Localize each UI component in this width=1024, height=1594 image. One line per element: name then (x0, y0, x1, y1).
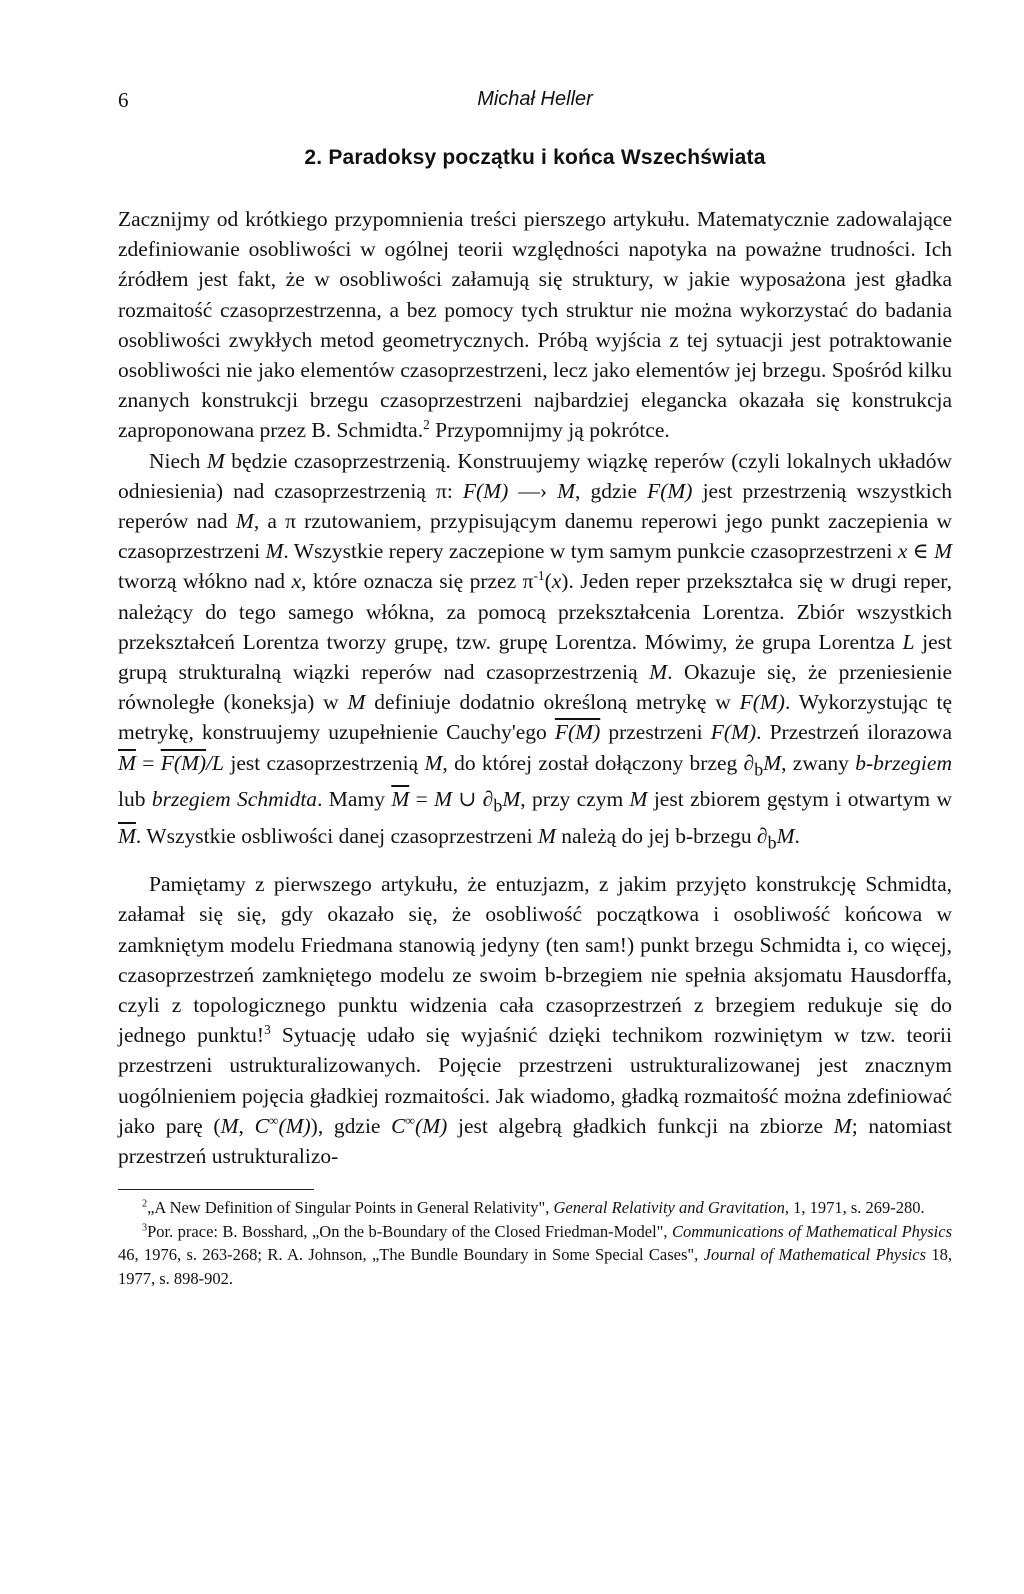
body-text (118, 204, 952, 1171)
math-symbol: x (897, 539, 908, 564)
text-run: będzie czasoprzestrzenią. Konstruujemy wiązkę reperów (czyli lokalnych układów odniesienia) nad czasoprzestrzenią π: (118, 448, 952, 503)
text-run: , a π rzutowaniem, przypisującym danemu reperowi jego punkt zaczepienia w czasoprzestrzeni (118, 509, 953, 564)
math-symbol-overlined: $\overline{M}$ (118, 823, 136, 848)
running-title: Michał Heller (477, 88, 593, 110)
subscript: b (767, 831, 777, 852)
text-run: jest przestrzenią wszystkich reperów nad (118, 478, 952, 534)
footnote-ref-2: 2 (423, 417, 430, 433)
subscript: b (754, 758, 764, 779)
math-symbol: F(M) (647, 478, 693, 503)
journal-title: General Relativity and Gravitation (553, 1198, 785, 1218)
superscript: -1 (533, 568, 545, 584)
math-symbol: M (629, 787, 648, 812)
text-run: lub (118, 787, 152, 812)
text-run: , gdzie (575, 478, 648, 503)
footnote-number: 3 (142, 1222, 148, 1234)
math-symbol: F(M) (739, 690, 785, 715)
math-symbol: M (206, 448, 225, 473)
math-symbol: M (537, 823, 556, 848)
text-run: Por. prace: B. Bosshard, „On the b-Boundary of the Closed Friedman-Model", (147, 1221, 672, 1241)
math-symbol: (M) (278, 1113, 311, 1138)
math-symbol-overlined: $\overline{M}$ (391, 787, 410, 812)
math-symbol: F(M) (462, 478, 509, 503)
paragraph-2 (118, 446, 952, 858)
term-italic: b-brzegiem (855, 750, 952, 775)
text-run: Pamiętamy z pierwszego artykułu, że entuzjazm, z jakim przyjęto konstrukcję Schmidta, załamał się się, gdy okazało się, że osobliwość początkowa i osobliwość końcowa w zamkniętym modelu Friedmana stanowią jedyny (ten sam!) punkt brzegu Schmidta i, co więcej, czasoprzestrzeń zamkniętego modelu ze swoim b-brzegiem nie spełnia aksjomatu Hausdorffa, czyli z topologicznego punktu widzenia cała czasoprzestrzeń z brzegiem redukuje się do jednego punktu! (118, 872, 952, 1048)
text-run: = (135, 750, 161, 775)
text-run: . Mamy (317, 787, 392, 812)
footnote-2 (118, 1196, 952, 1220)
math-symbol: x (291, 569, 302, 594)
text-run: jest grupą strukturalną wiązki reperów nad czasoprzestrzenią (118, 629, 953, 685)
running-header (118, 88, 952, 118)
text-run: ( (544, 569, 552, 594)
text-run: definiuje dodatnio określoną metrykę w (365, 690, 740, 715)
text-run: ; natomiast przestrzeń ustrukturalizo- (118, 1113, 952, 1168)
math-symbol: M (347, 690, 366, 715)
footnote-divider (118, 1189, 314, 1190)
math-symbol: M (265, 539, 284, 564)
text-run: . Wszystkie repery zaczepione w tym samym punkcie czasoprzestrzeni (283, 539, 898, 564)
text-run: , (238, 1113, 255, 1138)
journal-title: Journal of Mathematical Physics (703, 1245, 926, 1265)
math-symbol: M (557, 478, 575, 503)
page-number: 6 (118, 88, 129, 112)
subscript: b (493, 795, 503, 816)
text-run: 18, 1977, s. 898-902. (118, 1245, 952, 1288)
text-run: . (794, 823, 800, 848)
paragraph-3 (118, 869, 952, 1171)
math-symbol: C (254, 1113, 269, 1138)
math-symbol: M (649, 660, 668, 685)
math-symbol: M (833, 1113, 852, 1138)
math-symbol: M (502, 787, 521, 812)
text-run: . Wszystkie osbliwości danej czasoprzestrzeni (135, 823, 538, 848)
math-symbol: M (763, 750, 782, 775)
text-run: tworzą włókno nad (118, 569, 292, 594)
superscript: ∞ (405, 1112, 416, 1128)
math-symbol: M (434, 787, 453, 812)
text-run: 46, 1976, s. 263-268; R. A. Johnson, „The Bundle Boundary in Some Special Cases", (118, 1245, 704, 1265)
math-symbol: M (235, 509, 254, 534)
text-run: ∈ (907, 539, 935, 564)
math-symbol: M (934, 539, 952, 564)
footnote-number: 2 (142, 1198, 148, 1210)
text-run: . Wykorzystując tę metrykę, konstruujemy uzupełnienie Cauchy'ego (118, 690, 952, 745)
text-run: „A New Definition of Singular Points in General Relativity", (147, 1198, 554, 1218)
math-symbol-overlined: F(M) (160, 750, 207, 775)
term-italic: brzegiem Schmidta (151, 787, 318, 812)
journal-title: Communications of Mathematical Physics (671, 1221, 952, 1241)
math-symbol-overlined: F(M) (554, 720, 601, 745)
math-symbol: F(M) (710, 720, 757, 745)
text-run: . Przestrzeń ilorazowa (756, 720, 952, 745)
math-symbol-overlined: $\overline{M}$ (118, 750, 136, 775)
text-run: , 1, 1971, s. 269-280. (784, 1198, 925, 1218)
paragraph-1 (118, 204, 952, 446)
math-symbol: M (776, 823, 795, 848)
math-symbol: /L (206, 750, 225, 775)
text-run: Sytuację udało się wyjaśnić dzięki technikom rozwiniętym w tzw. teorii przestrzeni ustrukturalizowanych. Pojęcie przestrzeni ustrukturalizowanej jest znacznym uogólnieniem pojęcia gładkiej rozmaitości. Jak wiadomo, gładką rozmaitość można zdefiniować jako parę ( (118, 1023, 952, 1138)
math-symbol: (M) (415, 1113, 448, 1138)
math-symbol: C (391, 1113, 406, 1138)
text-run: przestrzeni (600, 720, 711, 745)
text-run: jest czasoprzestrzenią (224, 750, 425, 775)
text-run: , które oznacza się przez π (301, 569, 534, 594)
footnote-ref-3: 3 (264, 1022, 271, 1038)
text-run: ), gdzie (310, 1113, 392, 1138)
section-heading: 2. Paradoksy początku i końca Wszechświata (304, 146, 766, 169)
text-run: , przy czym (520, 787, 630, 812)
text-run: ). Jeden reper przekształca się w drugi reper, należący do tego samego włókna, za pomocą przekształcenia Lorentza. Zbiór wszystkich przekształceń Lorentza tworzy grupę, tzw. grupę Lorentza. Mówimy, że grupa Lorentza (118, 569, 952, 654)
superscript: ∞ (268, 1112, 279, 1128)
footnote-3 (118, 1220, 952, 1291)
math-symbol: x (551, 569, 562, 594)
text-run: = (409, 787, 435, 812)
text-run: ∪ ∂ (452, 787, 494, 812)
math-symbol: L (902, 629, 915, 654)
text-run: . Okazuje się, że przeniesienie równoległe (koneksja) w (118, 660, 952, 715)
text-run: —› (508, 478, 558, 503)
text-run: należą do jej b-brzegu ∂ (555, 823, 768, 848)
text-run: jest zbiorem gęstym i otwartym w (647, 787, 952, 812)
footnotes (118, 1196, 952, 1290)
text-run: Niech (149, 448, 207, 473)
text-run: jest algebrą gładkich funkcji na zbiorze (447, 1113, 834, 1138)
p1-text-b: Przypomnijmy ją pokrótce. (429, 418, 670, 443)
math-symbol: M (220, 1113, 239, 1138)
p1-text-a: Zacznijmy od krótkiego przypomnienia treści pierszego artykułu. Matematycznie zadowalające zdefiniowanie osobliwości w ogólnej teorii względności napotyka na poważne trudności. Ich źródłem jest fakt, że w osobliwości załamują się struktury, w jakie wyposażona jest gładka rozmaitość czasoprzestrzenna, a bez pomocy tych struktur nie można wykorzystać do badania osobliwości zwykłych metod geometrycznych. Próbą wyjścia z tej sytuacji jest potraktowanie osobliwości nie jako elementów czasoprzestrzeni, lecz jako elementów jej brzegu. Spośród kilku znanych konstrukcji brzegu czasoprzestrzeni najbardziej elegancka okazała się konstrukcja zaproponowana przez B. Schmidta. (118, 207, 952, 443)
math-symbol: M (424, 750, 443, 775)
text-run: , zwany (781, 750, 856, 775)
text-run: , do której został dołączony brzeg ∂ (442, 750, 755, 775)
book-page (118, 88, 952, 1290)
